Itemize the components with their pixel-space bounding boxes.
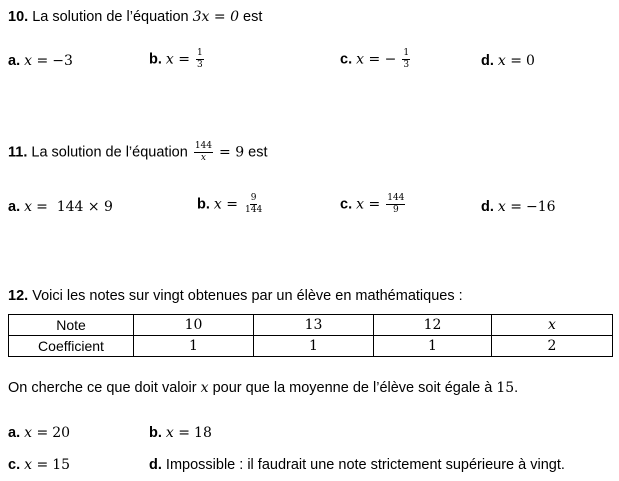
option-label: a. bbox=[8, 53, 21, 69]
option-label: d. bbox=[481, 199, 494, 215]
table-cell: 2 bbox=[492, 336, 613, 357]
option-label: b. bbox=[197, 196, 210, 213]
question-11-statement bbox=[8, 142, 268, 163]
fraction-denominator: x bbox=[200, 153, 206, 163]
option-label: c. bbox=[8, 457, 21, 473]
q12-option-b bbox=[149, 425, 212, 441]
q12-option-d bbox=[149, 457, 565, 473]
option-label: d. bbox=[149, 457, 162, 473]
prompt-period: . bbox=[514, 380, 519, 396]
fraction bbox=[196, 49, 204, 70]
grades-table bbox=[8, 314, 613, 357]
question-text: La solution de l’équation bbox=[32, 9, 189, 25]
table-row bbox=[9, 336, 613, 357]
option-value: −16 bbox=[526, 199, 556, 215]
q10-option-b bbox=[149, 49, 206, 70]
option-variable: x = bbox=[497, 199, 522, 215]
fraction-denominator: 3 bbox=[403, 60, 410, 70]
question-12-prompt bbox=[8, 380, 518, 396]
fraction bbox=[244, 194, 263, 215]
question-10-statement bbox=[8, 9, 262, 25]
equation-rhs: = 9 bbox=[219, 144, 245, 161]
option-label: c. bbox=[340, 51, 353, 68]
option-variable: x = bbox=[165, 51, 190, 68]
table-row bbox=[9, 315, 613, 336]
option-variable: x = bbox=[356, 196, 381, 213]
option-variable: x bbox=[24, 199, 33, 215]
q12-option-c bbox=[8, 457, 70, 473]
option-variable: x = bbox=[24, 425, 49, 441]
question-text: La solution de l’équation bbox=[31, 144, 188, 161]
q11-option-b bbox=[197, 194, 265, 215]
question-number: 11. bbox=[8, 144, 28, 161]
option-variable: x = bbox=[24, 457, 49, 473]
option-value: −3 bbox=[52, 53, 73, 69]
q11-option-c bbox=[340, 194, 407, 215]
q12-option-a bbox=[8, 425, 70, 441]
table-cell: 12 bbox=[374, 315, 492, 336]
option-variable: x = bbox=[24, 53, 49, 69]
fraction-numerator: 144 bbox=[387, 193, 405, 203]
option-value: = 144 × 9 bbox=[36, 199, 113, 215]
question-12-statement bbox=[8, 288, 463, 304]
table-cell: x bbox=[492, 315, 613, 336]
prompt-text-middle: pour que la moyenne de l’élève soit égale à bbox=[212, 380, 493, 396]
fraction-numerator: 9 bbox=[250, 193, 257, 203]
option-label: c. bbox=[340, 196, 353, 213]
question-text-end: est bbox=[248, 144, 268, 161]
equation: 3x = 0 bbox=[192, 9, 239, 25]
table-header-cell: Coefficient bbox=[9, 336, 134, 357]
prompt-value: 15 bbox=[496, 380, 515, 396]
fraction bbox=[386, 194, 405, 215]
option-label: a. bbox=[8, 425, 21, 441]
option-label: a. bbox=[8, 199, 21, 215]
question-number: 12. bbox=[8, 288, 29, 304]
option-label: b. bbox=[149, 51, 162, 68]
table-cell: 10 bbox=[134, 315, 254, 336]
fraction bbox=[402, 49, 410, 70]
table-cell: 1 bbox=[374, 336, 492, 357]
table-header-cell: Note bbox=[9, 315, 134, 336]
q10-option-d bbox=[481, 53, 535, 69]
fraction-denominator: 3 bbox=[197, 60, 203, 70]
option-variable: x = bbox=[213, 196, 238, 213]
option-label: d. bbox=[481, 53, 494, 69]
q10-option-c bbox=[340, 49, 412, 70]
prompt-text: On cherche ce que doit valoir bbox=[8, 380, 197, 396]
fraction-numerator: 1 bbox=[403, 48, 410, 58]
question-text-end: est bbox=[243, 9, 263, 25]
question-text: Voici les notes sur vingt obtenues par un élève en mathématiques : bbox=[32, 288, 463, 304]
q10-option-a bbox=[8, 53, 73, 69]
table-cell: 1 bbox=[254, 336, 374, 357]
q11-option-d bbox=[481, 199, 556, 215]
fraction-numerator: 144 bbox=[194, 141, 213, 151]
fraction-numerator: 1 bbox=[197, 48, 203, 58]
prompt-variable: x bbox=[200, 380, 209, 396]
option-variable: x = bbox=[165, 425, 190, 441]
question-number: 10. bbox=[8, 9, 29, 25]
option-value: 15 bbox=[52, 457, 71, 473]
option-value: 18 bbox=[194, 425, 212, 441]
equation-fraction bbox=[194, 142, 213, 163]
table-cell: 1 bbox=[134, 336, 254, 357]
q11-option-a bbox=[8, 199, 113, 215]
option-variable: x = bbox=[497, 53, 522, 69]
option-variable: x = − bbox=[356, 51, 397, 68]
table-cell: 13 bbox=[254, 315, 374, 336]
fraction-denominator: 144 bbox=[245, 205, 263, 215]
option-value: 0 bbox=[526, 53, 535, 69]
option-label: b. bbox=[149, 425, 162, 441]
option-value: 20 bbox=[52, 425, 71, 441]
option-text: Impossible : il faudrait une note strictement supérieure à vingt. bbox=[165, 457, 565, 473]
fraction-denominator: 9 bbox=[392, 205, 399, 215]
